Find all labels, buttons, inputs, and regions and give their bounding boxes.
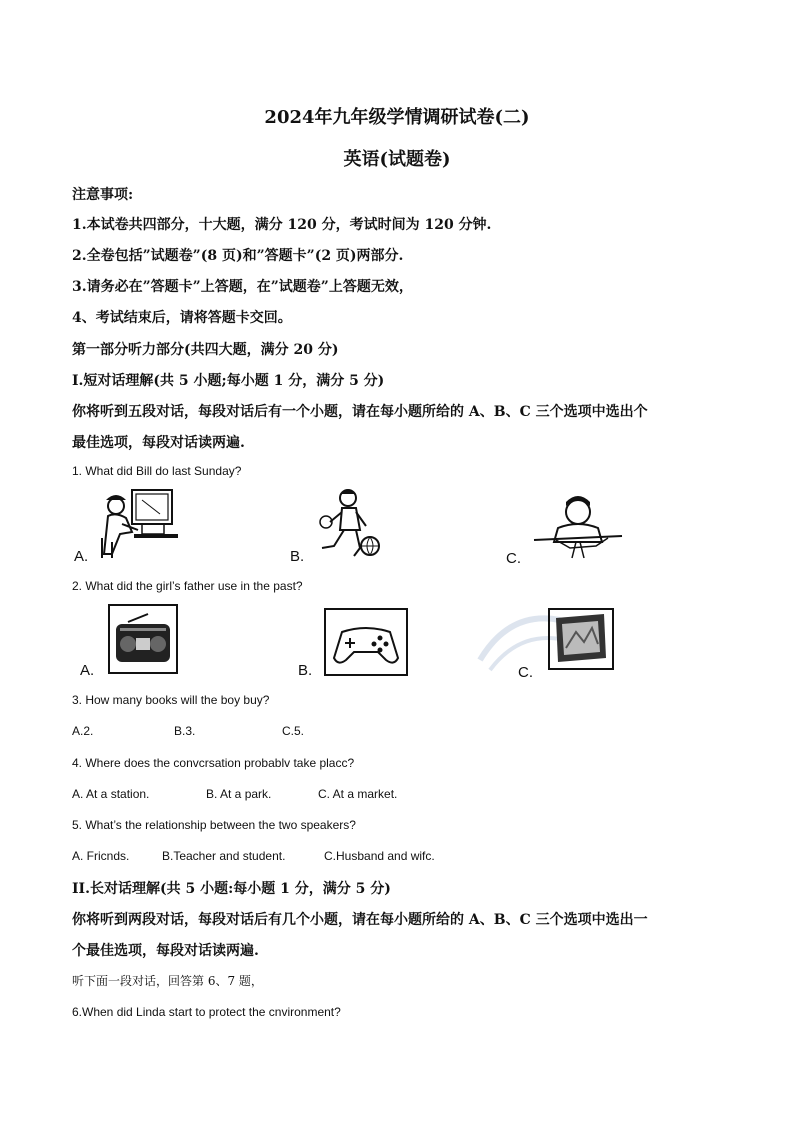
option-a: A.2. — [72, 724, 94, 738]
note-item: 3.请务必在”答题卡”上答题，在”试题卷”上答题无效， — [72, 279, 413, 295]
page-title: 2024年九年级学情调研试卷(二) — [264, 107, 530, 128]
television-icon — [548, 608, 614, 670]
section2-heading: II.长对话理解(共 5 小题:每小题 1 分，满分 5 分) — [72, 881, 391, 897]
question-3: 3. How many books will the boy buy? — [72, 693, 270, 707]
option-label: B. — [298, 662, 313, 679]
game-controller-icon — [324, 608, 408, 676]
question-1: 1. What did Bill do last Sunday? — [72, 464, 242, 478]
option-label: B. — [290, 548, 305, 565]
computer-user-icon — [98, 486, 180, 562]
option-label: A. — [80, 662, 95, 679]
section1-instructions: 你将听到五段对话，每段对话后有一个小题，请在每小题所给的 A、B、C 三个选项中选出个 — [72, 404, 648, 420]
option-label: C. — [518, 664, 533, 681]
option-b: B.Teacher and student. — [162, 849, 286, 863]
option-c: C.5. — [282, 724, 305, 738]
student-writing-icon — [526, 492, 626, 564]
option-c: C.Husband and wifc. — [324, 849, 435, 863]
question-2: 2. What did the girl’s father use in the past? — [72, 579, 303, 593]
option-c: C. At a market. — [318, 787, 398, 801]
option-a: A. At a station. — [72, 787, 150, 801]
part1-heading: 第一部分听力部分(共四大题，满分 20 分) — [72, 342, 339, 358]
option-label: C. — [506, 550, 521, 567]
question-6: 6.When did Linda start to protect the cnvironment? — [72, 1005, 341, 1019]
section2-instructions: 你将听到两段对话，每段对话后有几个小题，请在每小题所给的 A、B、C 三个选项中选出一 — [72, 912, 648, 928]
question-4: 4. Where does the convcrsation probablv take placc? — [72, 756, 355, 770]
note-item: 4、考试结束后，请将答题卡交回。 — [72, 310, 292, 326]
note-item: 1.本试卷共四部分，十大题，满分 120 分，考试时间为 120 分钟. — [72, 217, 492, 233]
question-5: 5. What’s the relationship between the two speakers? — [72, 818, 356, 832]
option-b: B. At a park. — [206, 787, 272, 801]
section1-heading: I.短对话理解(共 5 小题;每小题 1 分，满分 5 分) — [72, 373, 385, 389]
option-b: B.3. — [174, 724, 196, 738]
section2-instructions: 个最佳选项，每段对话读两遍. — [72, 943, 259, 959]
radio-cassette-icon — [108, 604, 178, 674]
sub-instruction: 听下面一段对话，回答第 6、7 题， — [72, 974, 263, 988]
option-label: A. — [74, 548, 89, 565]
option-a: A. Fricnds. — [72, 849, 130, 863]
section1-instructions: 最佳选项，每段对话读两遍. — [72, 435, 245, 451]
notes-heading: 注意事项: — [72, 187, 134, 203]
note-item: 2.全卷包括”试题卷”(8 页)和”答题卡”(2 页)两部分. — [72, 248, 404, 264]
page-subtitle: 英语(试题卷) — [343, 149, 451, 170]
basketball-player-icon — [312, 486, 388, 562]
